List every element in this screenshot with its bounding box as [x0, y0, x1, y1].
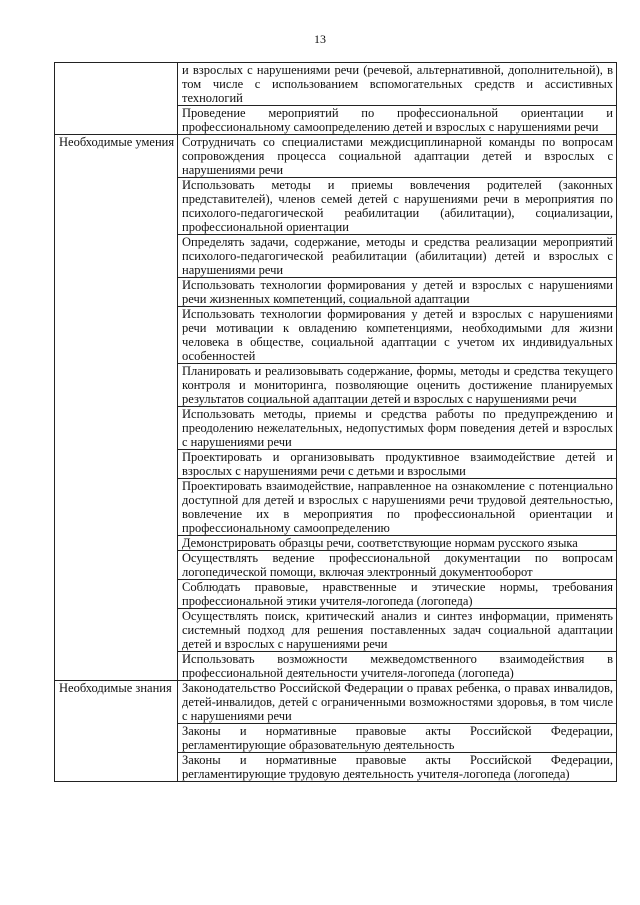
table-row [55, 106, 617, 135]
requirement-text: и взрослых с нарушениями речи (речевой, альтернативной, дополнительной), в том числе с использованием вспомогательных средств и ассистивных технологий [178, 63, 617, 106]
requirements-table [54, 62, 617, 782]
requirement-text: Демонстрировать образцы речи, соответствующие нормам русского языка [178, 536, 617, 551]
section-label-continuation [55, 178, 178, 235]
table-body [55, 63, 617, 782]
requirement-text: Законы и нормативные правовые акты Российской Федерации, регламентирующие образовательную деятельность [178, 724, 617, 753]
table-row [55, 609, 617, 652]
section-label-continuation [55, 364, 178, 407]
section-label-continuation [55, 609, 178, 652]
requirement-text: Определять задачи, содержание, методы и средства реализации мероприятий психолого-педагогической реабилитации (абилитации) детей и взрослых с нарушениями речи [178, 235, 617, 278]
table-row [55, 135, 617, 178]
table-row [55, 278, 617, 307]
section-label-continuation [55, 407, 178, 450]
requirement-text: Планировать и реализовывать содержание, формы, методы и средства текущего контроля и мониторинга, позволяющие оценить достижение планируемых результатов социальной адаптации детей и взрослых с нарушениями речи [178, 364, 617, 407]
table-row [55, 753, 617, 782]
requirement-text: Сотрудничать со специалистами междисциплинарной команды по вопросам сопровождения процесса социальной адаптации детей и взрослых с нарушениями речи [178, 135, 617, 178]
table-row [55, 536, 617, 551]
section-label-continuation [55, 753, 178, 782]
requirement-text: Использовать технологии формирования у детей и взрослых с нарушениями речи мотивации к овладению компетенциями, необходимыми для жизни человека в обществе, социальной адаптации с учетом их индивидуальных особенностей [178, 307, 617, 364]
requirement-text: Проектировать взаимодействие, направленное на ознакомление с потенциально доступной для детей и взрослых с нарушениями речи трудовой деятельностью, вовлечение их в мероприятия по профессиональной ориентации и профессиональному самоопределению [178, 479, 617, 536]
requirement-text: Осуществлять ведение профессиональной документации по вопросам логопедической помощи, включая электронный документооборот [178, 551, 617, 580]
table-row [55, 479, 617, 536]
table-row [55, 551, 617, 580]
table-row [55, 724, 617, 753]
requirement-text: Соблюдать правовые, нравственные и этические нормы, требования профессиональной этики учителя-логопеда (логопеда) [178, 580, 617, 609]
requirement-text: Использовать методы и приемы вовлечения родителей (законных представителей), членов семей детей с нарушениями речи в мероприятия по психолого-педагогической реабилитации (абилитации), социализации, профессиональной ориентации [178, 178, 617, 235]
section-label-continuation [55, 652, 178, 681]
table-row [55, 450, 617, 479]
requirement-text: Использовать возможности межведомственного взаимодействия в профессиональной деятельности учителя-логопеда (логопеда) [178, 652, 617, 681]
page-number: 13 [314, 32, 326, 46]
table-row [55, 580, 617, 609]
section-label-continuation [55, 551, 178, 580]
table-row [55, 307, 617, 364]
section-label: Необходимые знания [55, 681, 178, 724]
section-label-continuation [55, 106, 178, 135]
requirement-text: Законы и нормативные правовые акты Российской Федерации, регламентирующие трудовую деятельность учителя-логопеда (логопеда) [178, 753, 617, 782]
section-label-continuation [55, 307, 178, 364]
table-row [55, 364, 617, 407]
table-row [55, 178, 617, 235]
section-label-continuation [55, 724, 178, 753]
table-row [55, 407, 617, 450]
table-row [55, 235, 617, 278]
requirement-text: Проведение мероприятий по профессиональной ориентации и профессиональному самоопределению детей и взрослых с нарушениями речи [178, 106, 617, 135]
section-label-continuation [55, 278, 178, 307]
table-row [55, 652, 617, 681]
table-row [55, 63, 617, 106]
section-label-continuation [55, 580, 178, 609]
requirement-text: Законодательство Российской Федерации о правах ребенка, о правах инвалидов, детей-инвалидов, детей с ограниченными возможностями здоровья, в том числе с нарушениями речи [178, 681, 617, 724]
requirement-text: Проектировать и организовывать продуктивное взаимодействие детей и взрослых с нарушениями речи с детьми и взрослыми [178, 450, 617, 479]
section-label-continuation [55, 450, 178, 479]
requirement-text: Осуществлять поиск, критический анализ и синтез информации, применять системный подход для решения поставленных задач социальной адаптации детей и взрослых с нарушениями речи [178, 609, 617, 652]
section-label-continuation [55, 536, 178, 551]
section-label: Необходимые умения [55, 135, 178, 178]
requirement-text: Использовать технологии формирования у детей и взрослых с нарушениями речи жизненных компетенций, социальной адаптации [178, 278, 617, 307]
section-label-continuation [55, 479, 178, 536]
section-label-continuation [55, 235, 178, 278]
section-label [55, 63, 178, 106]
table-row [55, 681, 617, 724]
requirement-text: Использовать методы, приемы и средства работы по предупреждению и преодолению нежелательных, недопустимых форм поведения детей и взрослых с нарушениями речи [178, 407, 617, 450]
